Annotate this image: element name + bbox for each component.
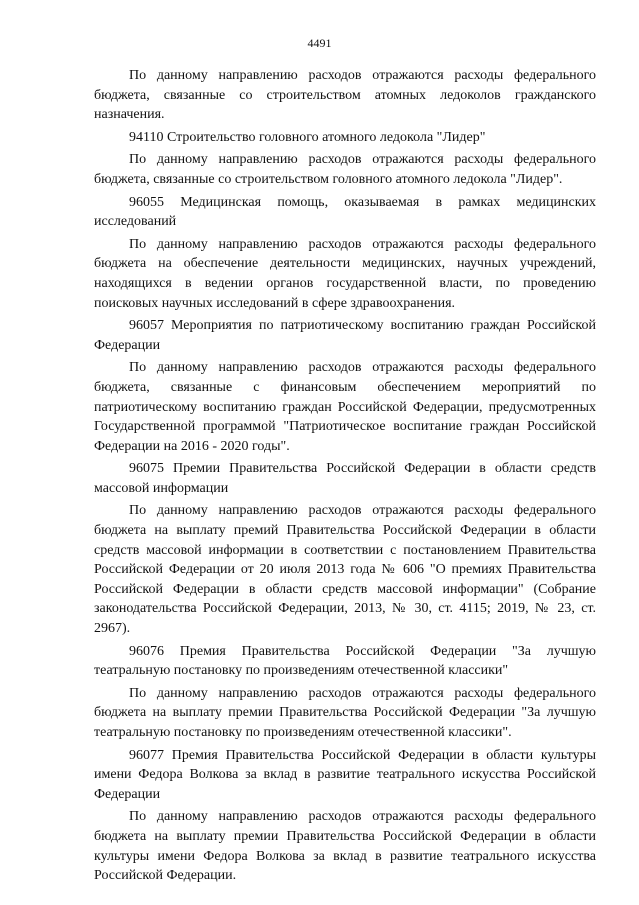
heading-96055: 96055 Медицинская помощь, оказываемая в рамках медицинских исследований xyxy=(94,194,596,230)
heading-94110: 94110 Строительство головного атомного ледокола "Лидер" xyxy=(129,129,486,145)
paragraph-96076-description: По данному направлению расходов отражаются расходы федерального бюджета на выплату премии Правительства Российской Федерации "За лучшую театральную постановку по произведениям отечественной классики". xyxy=(94,685,596,740)
heading-96077: 96077 Премия Правительства Российской Федерации в области культуры имени Федора Волкова за вклад в развитие театрального искусства Российской Федерации xyxy=(94,747,596,802)
heading-96076: 96076 Премия Правительства Российской Федерации "За лучшую театральную постановку по произведениям отечественной классики" xyxy=(94,643,596,679)
paragraph-96075-description: По данному направлению расходов отражаются расходы федерального бюджета на выплату премий Правительства Российской Федерации в области средств массовой информации в соответствии с постановлением Правительства Российской Федерации от 20 июля 2013 года № 606 "О премиях Правительства Российской Федерации в области средств массовой информации" (Собрание законодательства Российской Федерации, 2013, № 30, ст. 4115; 2019, № 23, ст. 2967). xyxy=(94,503,596,637)
heading-96057: 96057 Мероприятия по патриотическому воспитанию граждан Российской Федерации xyxy=(94,318,596,353)
paragraph-96057-description: По данному направлению расходов отражаются расходы федерального бюджета, связанные с финансовым обеспечением мероприятий по патриотическому воспитанию граждан Российской Федерации, предусмотренных Государственной программой "Патриотическое воспитание граждан Российской Федерации на 2016 - 2020 годы". xyxy=(94,360,596,454)
page-number: 4491 xyxy=(307,36,332,50)
paragraph-96077-description: По данному направлению расходов отражаются расходы федерального бюджета на выплату премии Правительства Российской Федерации в области культуры имени Федора Волкова за вклад в развитие театрального искусства Российской Федерации. xyxy=(94,809,596,884)
paragraph-icebreakers-description: По данному направлению расходов отражаются расходы федерального бюджета, связанные со строительством атомных ледоколов гражданского назначения. xyxy=(94,68,596,123)
heading-96075: 96075 Премии Правительства Российской Федерации в области средств массовой информации xyxy=(94,461,596,496)
paragraph-94110-description: По данному направлению расходов отражаются расходы федерального бюджета, связанные со строительством головного атомного ледокола "Лидер". xyxy=(94,152,596,187)
paragraph-96055-description: По данному направлению расходов отражаются расходы федерального бюджета на обеспечение деятельности медицинских, научных учреждений, находящихся в ведении органов государственной власти, по проведению поисковых научных исследований в сфере здравоохранения. xyxy=(94,236,596,311)
document-body xyxy=(94,66,596,889)
